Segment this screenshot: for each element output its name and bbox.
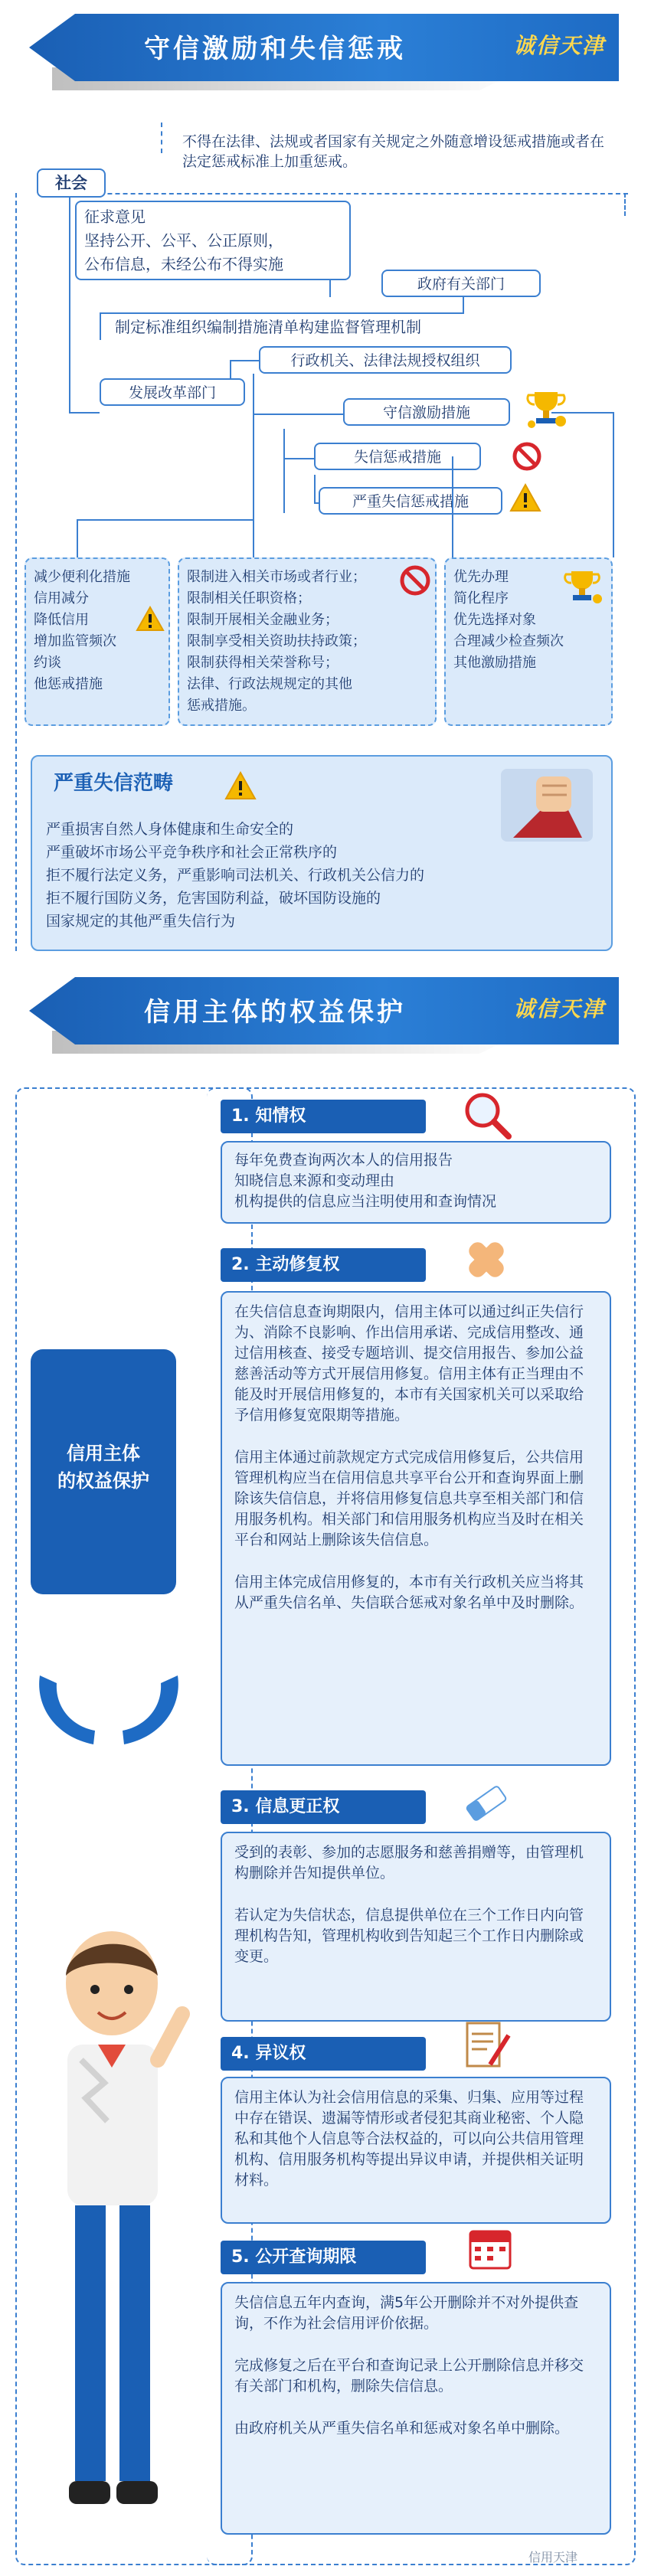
punish-col-2 <box>178 557 437 726</box>
section2-logo: 诚信天津 <box>512 996 605 1022</box>
col3-item: 优先办理 <box>453 569 509 585</box>
warning-icon <box>135 605 165 633</box>
section2-title: 信用主体的权益保护 <box>144 997 406 1028</box>
col1-item: 约谈 <box>34 655 61 671</box>
col2-item: 限制进入相关市场或者行业； <box>187 569 366 585</box>
right-title: 3. 信息更正权 <box>221 1790 426 1824</box>
right-panel <box>221 1141 611 1224</box>
right-para: 知晓信息来源和变动理由 <box>234 1172 395 1189</box>
col1-item: 信用减分 <box>34 590 89 606</box>
reward-col <box>444 557 613 726</box>
cartoon-boy-illustration <box>37 1930 190 2535</box>
watermark: 信用天津 <box>528 2550 578 2565</box>
right-para: 信用主体通过前款规定方式完成信用修复后，公共信用管理机构应当在信用信息共享平台公开和查询界面上删除该失信信息，并将信用修复信息共享至相关部门和信用服务机构。相关部门和信用服务机构应当及时在相关平台和网站上删除该失信信息。 <box>234 1449 584 1548</box>
col2-item: 法律、行政法规规定的其他 <box>187 676 352 692</box>
section2-banner <box>29 977 619 1044</box>
ndrc-box: 发展改革部门 <box>100 378 245 406</box>
society-point: 公布信息，未经公布不得实施 <box>84 255 283 273</box>
section1-banner <box>29 14 619 81</box>
bandage-icon <box>460 1233 513 1286</box>
prohibited-icon <box>512 441 542 472</box>
admin-box: 行政机关、法律法规授权组织 <box>259 346 512 374</box>
hands-icon <box>32 1660 185 1752</box>
trophy-icon <box>559 565 607 610</box>
right-panel <box>221 1832 611 2022</box>
col2-item: 限制获得相关荣誉称号； <box>187 655 339 671</box>
section1-intro: 不得在法律、法规或者国家有关规定之外随意增设惩戒措施或者在法定惩戒标准上加重惩戒。 <box>182 133 605 170</box>
right-para: 由政府机关从严重失信名单和惩戒对象名单中删除。 <box>234 2420 570 2437</box>
col2-item: 限制相关任职资格； <box>187 590 311 606</box>
right-para: 在失信信息查询期限内，信用主体可以通过纠正失信行为、消除不良影响、作出信用承诺、完成信用整改、通过信用核查、接受专题培训、提交信用报告、参加公益慈善活动等方式开展信用修复。信用主体有正当理由不能及时开展信用修复的，本市有关国家机关可以采取给予信用修复宽限期等措施。 <box>234 1303 584 1424</box>
right-para: 每年免费查询两次本人的信用报告 <box>234 1152 453 1169</box>
punish-col-1 <box>25 557 170 726</box>
society-point: 征求意见 <box>84 208 146 226</box>
col3-item: 优先选择对象 <box>453 612 536 628</box>
severe-box <box>31 755 613 951</box>
col3-item: 简化程序 <box>453 590 509 606</box>
col3-item: 合理减少检查频次 <box>453 633 564 649</box>
col1-item: 减少便利化措施 <box>34 569 130 585</box>
side-label-box <box>31 1349 176 1594</box>
severe-item: 国家规定的其他严重失信行为 <box>46 913 236 930</box>
warning-icon <box>224 770 257 801</box>
side-label-line: 信用主体 <box>67 1443 140 1464</box>
society-box: 社会 <box>37 168 106 198</box>
workflow-text: 制定标准组织编制措施清单构建监督管理机制 <box>115 318 421 336</box>
eraser-icon <box>460 1777 513 1830</box>
severe-item: 严重损害自然人身体健康和生命安全的 <box>46 821 294 838</box>
right-title: 5. 公开查询期限 <box>221 2241 426 2274</box>
measure-severe: 严重失信惩戒措施 <box>319 487 502 515</box>
right-para: 完成修复之后在平台和查询记录上公开删除信息并移交有关部门和机构，删除失信信息。 <box>234 2357 584 2395</box>
warning-icon <box>509 482 542 513</box>
right-title: 2. 主动修复权 <box>221 1248 426 1282</box>
society-point: 坚持公开、公平、公正原则， <box>84 231 283 250</box>
calendar-icon <box>466 2224 515 2273</box>
side-label-line: 的权益保护 <box>57 1470 149 1492</box>
right-para: 受到的表彰、参加的志愿服务和慈善捐赠等，由管理机构删除并告知提供单位。 <box>234 1844 584 1881</box>
col2-item: 限制享受相关资助扶持政策； <box>187 633 366 649</box>
severe-item: 拒不履行国防义务，危害国防利益，破坏国防设施的 <box>46 890 381 907</box>
right-panel <box>221 2077 611 2224</box>
col2-item: 惩戒措施。 <box>187 698 256 714</box>
right-para: 失信信息五年内查询，满5年公开删除并不对外提供查询，不作为社会信用评价依据。 <box>234 2294 579 2332</box>
right-para: 机构提供的信息应当注明使用和查询情况 <box>234 1193 497 1210</box>
measure-punish: 失信惩戒措施 <box>314 443 481 470</box>
severe-item: 拒不履行法定义务，严重影响司法机关、行政机关公信力的 <box>46 867 425 884</box>
measure-reward: 守信激励措施 <box>343 398 510 426</box>
fist-gavel-icon <box>498 761 596 845</box>
section1-logo: 诚信天津 <box>512 33 605 58</box>
right-title: 4. 异议权 <box>221 2037 426 2071</box>
col1-item: 他惩戒措施 <box>34 676 103 692</box>
right-panel <box>221 1291 611 1766</box>
gov-dept-box: 政府有关部门 <box>381 270 541 297</box>
col2-item: 限制开展相关金融业务； <box>187 612 339 628</box>
society-points <box>75 201 351 280</box>
severe-title: 严重失信范畴 <box>54 772 174 795</box>
col1-item: 降低信用 <box>34 612 89 628</box>
severe-item: 严重破坏市场公平竞争秩序和社会正常秩序的 <box>46 844 338 861</box>
right-para: 信用主体完成信用修复的，本市有关行政机关应当将其从严重失信名单、失信联合惩戒对象名单中及时删除。 <box>234 1574 584 1611</box>
right-panel <box>221 2282 611 2535</box>
right-title: 1. 知情权 <box>221 1100 426 1133</box>
trophy-icon <box>521 384 571 432</box>
col3-item: 其他激励措施 <box>453 655 536 671</box>
col1-item: 增加监管频次 <box>34 633 116 649</box>
right-para: 信用主体认为社会信用信息的采集、归集、应用等过程中存在错误、遗漏等情形或者侵犯其商业秘密、个人隐私和其他个人信息等合法权益的，可以向公共信用管理机构、信用服务机构等提出异议申请，并提供相关证明材料。 <box>234 2089 584 2189</box>
document-pen-icon <box>460 2019 513 2072</box>
right-para: 若认定为失信状态，信息提供单位在三个工作日内向管理机构告知，管理机构收到告知起三个工作日内删除或变更。 <box>234 1907 584 1965</box>
magnifier-icon <box>460 1087 513 1141</box>
section1-title: 守信激励和失信惩戒 <box>144 34 406 64</box>
prohibited-icon <box>398 564 432 597</box>
